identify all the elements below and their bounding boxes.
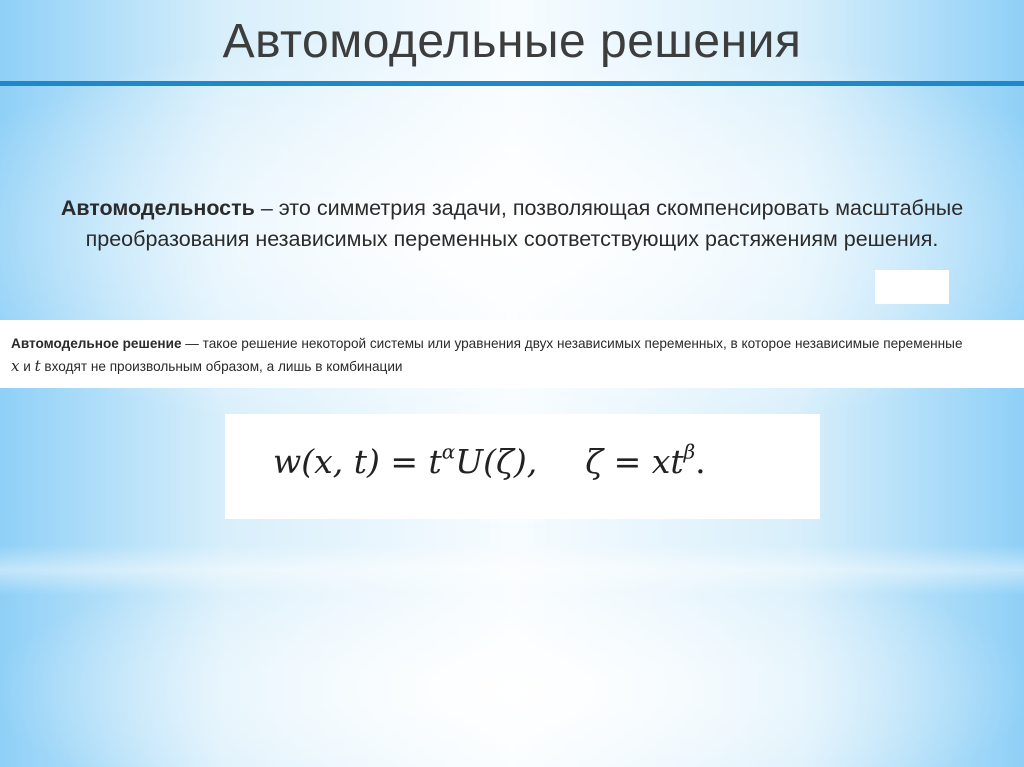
formula-rhs: ζ = xt	[585, 442, 684, 481]
formula	[273, 439, 706, 481]
wiki-line2: входят не произвольным образом, а лишь в комбинации	[40, 359, 403, 374]
white-patch	[875, 270, 949, 304]
wiki-var-t: t	[34, 357, 41, 375]
formula-lhs: w(x, t) = t	[273, 442, 442, 481]
wiki-excerpt-text	[11, 333, 1021, 378]
wiki-line1: — такое решение некоторой системы или уравнения двух независимых переменных, в которое независимые переменные	[181, 336, 963, 351]
wiki-conj: и	[19, 359, 35, 374]
title-underline	[0, 81, 1024, 86]
wiki-term: Автомодельное решение	[11, 336, 182, 351]
formula-box	[225, 414, 820, 519]
formula-exp-beta: β	[683, 439, 696, 464]
definition-paragraph	[50, 193, 974, 255]
formula-end: .	[695, 442, 706, 481]
wiki-var-x: x	[11, 357, 20, 375]
background-light-band	[0, 545, 1024, 595]
slide-title: Автомодельные решения	[222, 15, 802, 68]
wiki-excerpt-box	[0, 320, 1024, 388]
formula-exp-alpha: α	[441, 439, 456, 464]
definition-text: – это симметрия задачи, позволяющая скомпенсировать масштабные преобразования независимых переменных соответствующих растяжениям решения.	[85, 196, 964, 251]
formula-middle: U(ζ),	[455, 442, 538, 481]
definition-term: Автомодельность	[60, 196, 255, 220]
